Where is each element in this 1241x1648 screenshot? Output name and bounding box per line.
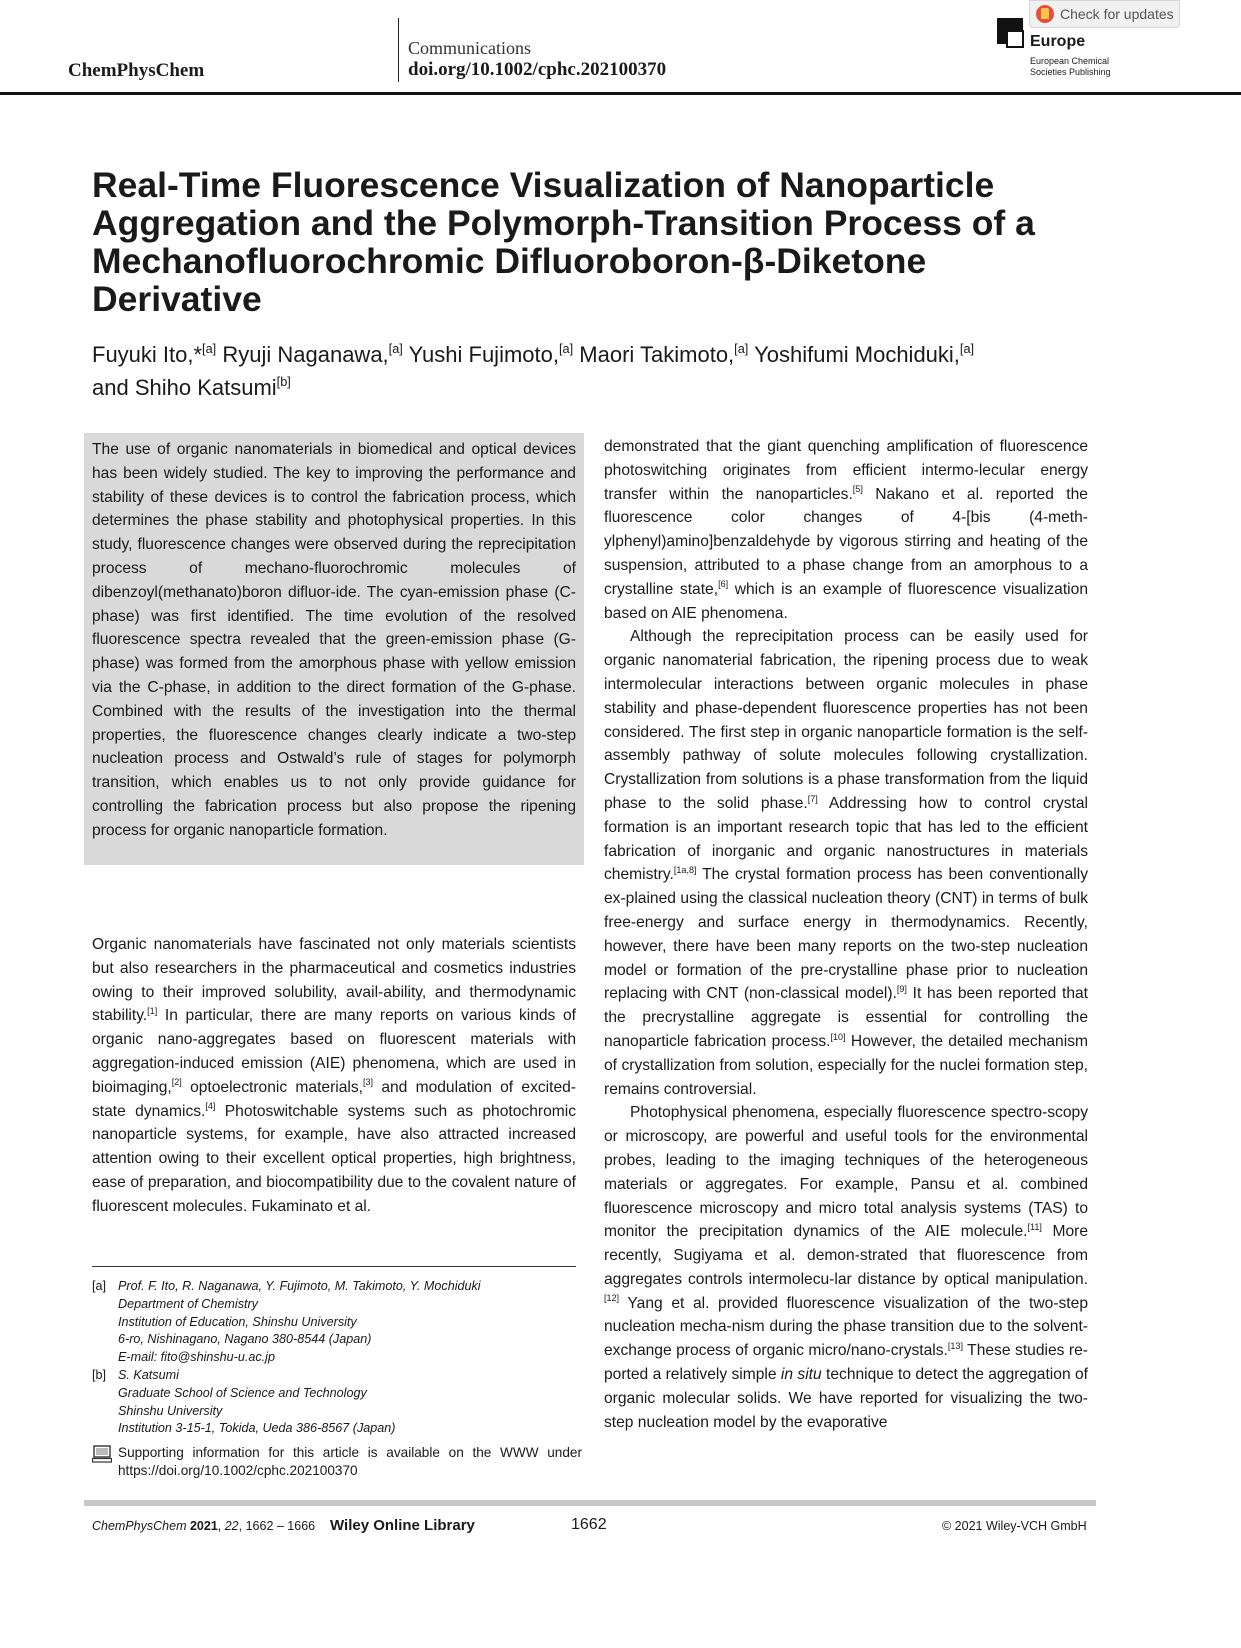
affiliation-line: Institution of Education, Shinshu University: [118, 1314, 357, 1329]
journal-name: ChemPhysChem: [68, 60, 205, 81]
affiliation-line: 6-ro, Nishinagano, Nagano 380-8544 (Japan): [118, 1332, 372, 1347]
author-affiliation-marker: [a]: [734, 341, 749, 357]
affiliation-label: [b]: [92, 1367, 107, 1382]
abstract-box: [84, 433, 584, 865]
author-affiliation-marker: [a]: [388, 341, 403, 357]
author-name: and Shiho Katsumi: [92, 375, 277, 400]
body-text-run: demonstrated that the giant quenching amplification of fluorescence photoswitching originates from efficient intermo-lecular energy transfer within the nanoparticles.: [604, 438, 1088, 503]
body-text-run: More recently, Sugiyama et al. demon-strated that fluorescence from aggregates controls intermolecu-lar distance by optical manipulation.: [604, 1223, 1088, 1288]
page-number: 1662: [571, 1516, 607, 1533]
body-text-run: These studies re-ported a relatively simple: [604, 1342, 1088, 1384]
footer-journal: ChemPhysChem: [92, 1519, 187, 1533]
author-name: Yoshifumi Mochiduki,: [754, 342, 960, 367]
author-name: Yushi Fujimoto,: [408, 342, 559, 367]
author-line-2: [92, 371, 1092, 404]
abstract-text: The use of organic nanomaterials in biomedical and optical devices has been widely studied. The key to improving the performance and stability of these devices is to control the fabrication process, which determines the phase stability and photophysical properties. In this study, fluorescence changes were observed during the reprecipitation process of mechano-fluorochromic molecules of dibenzoyl(methanato)boron difluor-ide. The cyan-emission phase (C-phase) was first identified. The time evolution of the resolved fluorescence spectra revealed that the green-emission phase (G-phase) was formed from the amorphous phase with yellow emission via the C-phase, in addition to the direct formation of the G-phase. Combined with the results of the investigation into the thermal properties, the fluorescence changes clearly indicate a two-step nucleation process and Ostwald’s rule of stages for polymorph transition, which enables us to not only provide guidance for controlling the fabrication process but also propose the ripening process for organic nanoparticle formation.: [92, 441, 576, 839]
citation-ref: [11]: [1027, 1221, 1042, 1232]
citation-ref: [9]: [896, 984, 907, 994]
body-text-run: and modulation of excited-state dynamics.: [92, 1078, 576, 1120]
author-name: Ryuji Naganawa,: [222, 342, 389, 367]
body-text-run: Yang et al. provided fluorescence visualization of the two-step nucleation mecha-nism during the phase transition due to the solvent-exchange process of organic micro/nano-crystals.: [604, 1294, 1088, 1360]
header-divider: [398, 18, 399, 82]
publisher-logo-inner: [1006, 30, 1024, 48]
citation-ref: [13]: [947, 1340, 963, 1351]
body-text-run: Although the reprecipitation process can be easily used for organic nanomaterial fabrication, the ripening process due to weak intermolecular interactions between organic molecules in phase stability and phase-dependent fluorescence properties has not been considered. The first step in organic nanoparticle formation is the self-assembly pathway of solute molecules following crystallization. Crystallization from solutions is a phase transformation from the liquid phase to the solid phase.: [604, 628, 1088, 812]
citation-ref: [12]: [604, 1293, 620, 1304]
body-text-run: In particular, there are many reports on various kinds of organic nano-aggregates based on fluorescent materials with aggregation-induced emission (AIE) phenomena, which are used in bioimaging,: [92, 1007, 576, 1096]
body-text-run: Photophysical phenomena, especially fluorescence spectro-scopy or microscopy, are powerful and useful tools for the environmental probes, leading to the imaging techniques of the heterogeneous materials or aggregates. For example, Pansu et al. combined fluorescence microscopy and micro total analysis systems (TAS) to monitor the precipitation dynamics of the AIE molecule.: [604, 1104, 1088, 1241]
body-text-run: Addressing how to control crystal formation is an important research topic that has led to the efficient fabrication of inorganic and organic nanostructures in materials chemistry.: [604, 794, 1088, 884]
body-right-column: [604, 435, 1088, 1434]
body-paragraph: [604, 1101, 1088, 1434]
affiliation-body: [118, 1367, 395, 1438]
body-text-run: technique to detect the aggregation of organic molecular solids. We have reported for visualizing the two-step nucleation model by the evaporative: [604, 1366, 1088, 1431]
copyright: © 2021 Wiley-VCH GmbH: [942, 1519, 1087, 1533]
italic-text: in situ: [780, 1366, 822, 1384]
body-text-run: optoelectronic materials,: [181, 1078, 364, 1096]
citation-ref: [1]: [147, 1006, 158, 1017]
affiliation-line: S. Katsumi: [118, 1367, 179, 1382]
citation-ref: [2]: [171, 1077, 182, 1088]
footer-pages: , 1662 – 1666: [238, 1519, 316, 1533]
crossmark-icon: [1036, 5, 1054, 23]
check-updates-label: Check for updates: [1060, 6, 1174, 22]
affiliation-line: E-mail: fito@shinshu-u.ac.jp: [118, 1350, 275, 1365]
computer-icon: [92, 1445, 112, 1463]
article-title: Real-Time Fluorescence Visualization of Nanoparticle Aggregation and the Polymorph-Transition Process of a Mechanofluorochromic Difluoroboron-β-Diketone Derivative: [92, 165, 1035, 319]
affiliation-body: [118, 1278, 481, 1367]
body-text-run: Photoswitchable systems such as photochromic nanoparticle systems, for example, have also attracted increased attention owing to their excellent optical properties, high brightness, ease of preparation, and biocompatibility due to the covalent nature of fluorescent molecules. Fukaminato et al.: [92, 1102, 576, 1215]
body-text-run: which is an example of fluorescence visualization based on AIE phenomena.: [604, 580, 1088, 622]
footer-bar: [84, 1500, 1096, 1506]
citation-ref: [1a,8]: [673, 865, 697, 876]
affiliations: [92, 1278, 582, 1438]
supporting-info: [92, 1444, 582, 1480]
check-for-updates-button[interactable]: [1029, 0, 1180, 28]
publisher-logo-text: Europe: [1030, 33, 1086, 50]
affiliation-item: [92, 1367, 582, 1438]
footer-volume: 22: [224, 1519, 239, 1533]
body-paragraph: [604, 625, 1088, 1101]
section-label: Communications: [408, 38, 531, 58]
citation-ref: [10]: [830, 1031, 846, 1042]
footer-year: 2021: [189, 1519, 218, 1533]
citation-ref: [6]: [718, 579, 729, 590]
doi-link[interactable]: doi.org/10.1002/cphc.202100370: [408, 59, 667, 80]
affiliation-label: [a]: [92, 1279, 107, 1293]
affiliation-line: Department of Chemistry: [118, 1296, 258, 1311]
author-name: Maori Takimoto,: [579, 342, 735, 367]
author-affiliation-marker: [a]: [959, 341, 975, 357]
body-text-run: However, the detailed mechanism of crystallization from solution, especially for the nuclei formation step, remains controversial.: [604, 1032, 1088, 1098]
footer-citation: ChemPhysChem 2021, 22, 1662 – 1666: [92, 1519, 316, 1533]
publisher-subtitle: European Chemical Societies Publishing: [1030, 56, 1111, 77]
body-text-run: Organic nanomaterials have fascinated not only materials scientists but also researchers in the pharmaceutical and cosmetics industries owing to their improved solubility, avail-ability, and thermodynamic stability.: [92, 936, 576, 1025]
citation-ref: [5]: [852, 484, 863, 495]
author-affiliation-marker: [a]: [202, 341, 217, 357]
body-paragraph: [604, 435, 1088, 625]
body-text-run: It has been reported that the precrystalline aggregate is essential for controlling the nanoparticle fabrication process.: [604, 985, 1089, 1050]
author-affiliation-marker: [b]: [276, 374, 291, 390]
affiliation-line: Institution 3-15-1, Tokida, Ueda 386-8567 (Japan): [118, 1421, 396, 1436]
affiliation-line: Shinshu University: [118, 1403, 223, 1418]
body-left-column: [92, 933, 576, 1219]
body-text-run: The crystal formation process has been conventionally ex-plained using the classical nucleation theory (CNT) in terms of bulk free-energy and surface energy in thermodynamics. Recently, however, there have been many reports on the two-step nucleation model or formation of the pre-crystalline phase prior to nucleation replacing with CNT (non-classical model).: [604, 866, 1088, 1003]
body-paragraph: [92, 933, 576, 1219]
citation-ref: [3]: [363, 1077, 374, 1088]
citation-ref: [7]: [807, 793, 818, 804]
author-list: [92, 338, 1092, 404]
affiliation-line: Graduate School of Science and Technology: [118, 1385, 367, 1400]
author-name: Fuyuki Ito,*: [92, 342, 203, 367]
author-affiliation-marker: [a]: [558, 341, 574, 357]
body-text-run: Nakano et al. reported the fluorescence color changes of 4-[bis (4-meth-ylphenyl)amino]benzaldehyde by vigorous stirring and heating of the suspension, attributed to a phase change from an amorphous to a crystalline state,: [604, 485, 1088, 598]
wiley-online-library-link[interactable]: Wiley Online Library: [330, 1517, 475, 1534]
footnote-rule: [92, 1266, 576, 1267]
affiliation-line: Prof. F. Ito, R. Naganawa, Y. Fujimoto, M. Takimoto, Y. Mochiduki: [118, 1279, 481, 1293]
header-rule: [0, 92, 1241, 95]
supporting-info-text[interactable]: Supporting information for this article is available on the WWW under https://doi.org/10.1002/cphc.202100370: [118, 1445, 582, 1478]
citation-ref: [4]: [205, 1101, 216, 1112]
author-line-1: [92, 338, 1092, 371]
affiliation-item: [92, 1278, 582, 1367]
